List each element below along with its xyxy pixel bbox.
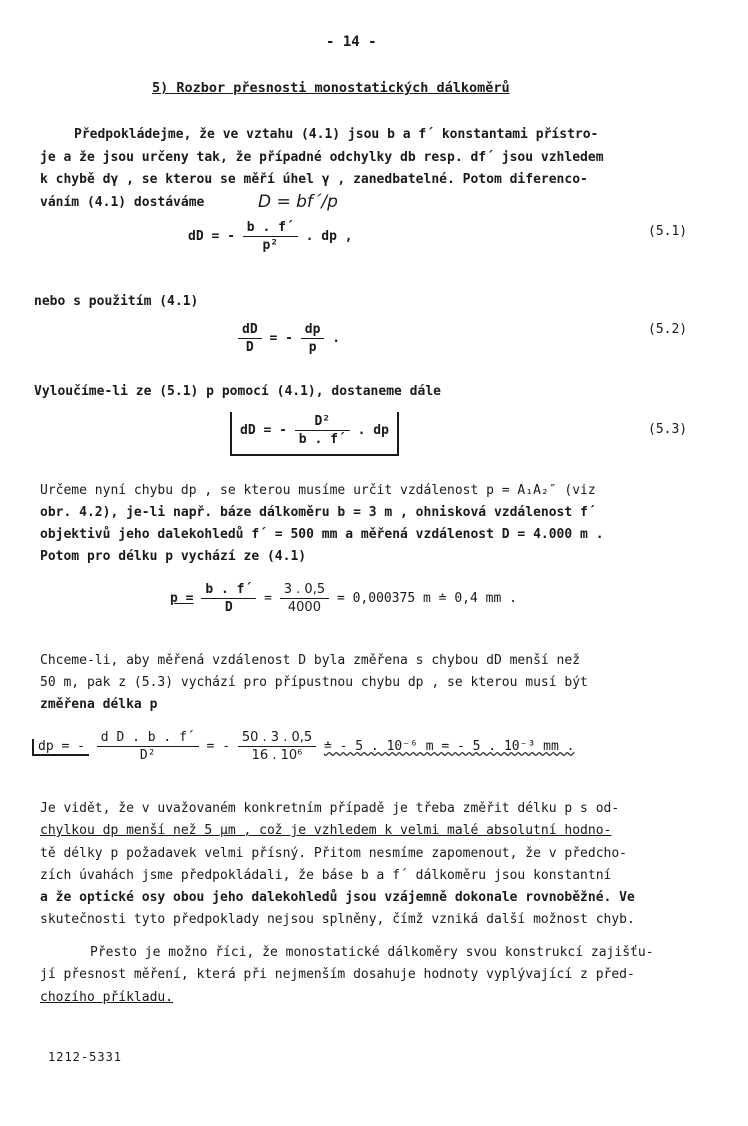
text-line: Předpokládejme, že ve vztahu (4.1) jsou b a f´ konstantami přístro- xyxy=(74,127,599,142)
eq-numerator: 3 . 0,5 xyxy=(280,582,329,599)
eq-numerator: 50 . 3 . 0,5 xyxy=(238,730,316,747)
equation-label: (5.3) xyxy=(648,422,688,437)
eq-denominator: p² xyxy=(262,238,279,253)
paragraph-1 xyxy=(40,124,720,214)
eq-lhs: dD = - xyxy=(188,229,235,244)
text-line: Chceme-li, aby měřená vzdálenost D byla změřena s chybou dD menší než xyxy=(40,653,581,668)
eq-lhs: dD = - xyxy=(240,423,287,438)
eq-numerator: dp xyxy=(301,322,325,339)
equation-5-3 xyxy=(230,412,399,456)
text-line: je a že jsou určeny tak, že případné odchylky db resp. df´ jsou vzhledem xyxy=(40,149,604,165)
eq-equals: = xyxy=(264,591,272,606)
text-line: Potom pro délku p vychází ze (4.1) xyxy=(40,549,307,564)
text-line: Přesto je možno říci, že monostatické dálkoměry svou konstrukcí zajišťu- xyxy=(90,945,654,960)
text-line: 50 m, pak z (5.3) vychází pro přípustnou chybu dp , se kterou musí být xyxy=(40,675,588,690)
eq-numerator: b . f´ xyxy=(243,220,298,237)
text-line: Vyloučíme-li ze (5.1) p pomocí (4.1), dostaneme dále xyxy=(34,384,441,399)
eq-denominator: 16 . 10⁶ xyxy=(251,748,303,763)
text-line: Určeme nyní chybu dp , se kterou musíme určit vzdálenost p = A₁A₂″ (viz xyxy=(40,483,596,498)
eq-numerator: dD xyxy=(238,322,262,339)
text-line: k chybě dγ , se kterou se měří úhel γ , zanedbatelné. Potom diferenco- xyxy=(40,172,588,187)
text-line: objektivů jeho dalekohledů f´ = 500 mm a měřená vzdálenost D = 4.000 m . xyxy=(40,527,604,542)
eq-numerator: b . f´ xyxy=(201,582,256,599)
equation-5-2 xyxy=(238,322,340,355)
text-line: a že optické osy obou jeho dalekohledů jsou vzájemně dokonale rovnoběžné. Ve xyxy=(40,890,635,906)
handwritten-note: D = bf´/p xyxy=(258,192,338,212)
eq-rhs: = 0,000375 m ≐ 0,4 mm . xyxy=(336,591,517,606)
text-line: obr. 4.2), je-li např. báze dálkoměru b = 3 m , ohnisková vzdálenost f´ xyxy=(40,505,596,520)
equation-p xyxy=(170,582,517,615)
text-line: chozího příkladu. xyxy=(40,989,174,1005)
equation-label: (5.1) xyxy=(648,224,688,239)
eq-denominator: D xyxy=(224,600,233,615)
eq-rhs: . dp xyxy=(357,423,389,438)
section-heading: 5) Rozbor přesnosti monostatických dálkoměrů xyxy=(152,80,510,96)
equation-dp xyxy=(32,730,574,763)
equation-5-1 xyxy=(188,220,353,253)
text-line: změřena délka p xyxy=(40,697,158,712)
eq-denominator: p xyxy=(308,340,317,355)
text-line: nebo s použitím (4.1) xyxy=(34,294,199,309)
paragraph-5 xyxy=(40,942,720,1009)
eq-rhs: ≐ - 5 . 10⁻⁶ m = - 5 . 10⁻³ mm . xyxy=(323,739,575,754)
eq-numerator: d D . b . f´ xyxy=(97,730,199,747)
paragraph-3 xyxy=(40,650,720,716)
page-number: - 14 - xyxy=(326,34,377,50)
eq-denominator: b . f´ xyxy=(298,432,346,447)
eq-rhs: . xyxy=(332,331,341,346)
text-line: váním (4.1) dostáváme xyxy=(40,194,205,210)
eq-denominator: D² xyxy=(139,748,156,763)
eq-numerator: D² xyxy=(295,414,350,431)
paragraph-2 xyxy=(40,480,720,568)
text-line: zích úvahách jsme předpokládali, že báse b a f´ dálkoměru jsou konstantní xyxy=(40,867,612,883)
eq-equals: = - xyxy=(206,739,231,754)
text-line: jí přesnost měření, která při nejmenším dosahuje hodnoty vyplývající z před- xyxy=(40,967,635,983)
text-line: Je vidět, že v uvažovaném konkretním případě je třeba změřit délku p s od- xyxy=(40,801,620,816)
footer-code: 1212-5331 xyxy=(48,1050,123,1064)
eq-rhs: . dp , xyxy=(305,229,353,244)
paragraph-4 xyxy=(40,798,720,932)
text-line: tě délky p požadavek velmi přísný. Přitom nesmíme zapomenout, že v předcho- xyxy=(40,845,627,861)
eq-lhs: p = xyxy=(170,591,194,606)
eq-denominator: 4000 xyxy=(287,600,321,615)
text-line: skutečnosti tyto předpoklady nejsou splněny, čímž vzniká další možnost chyb. xyxy=(40,912,635,928)
equation-label: (5.2) xyxy=(648,322,688,337)
text-line: chylkou dp menší než 5 μm , což je vzhledem k velmi malé absolutní hodno- xyxy=(40,823,612,839)
eq-denominator: D xyxy=(245,340,254,355)
eq-mid: = - xyxy=(269,331,293,346)
eq-lhs: dp = - xyxy=(32,739,89,756)
